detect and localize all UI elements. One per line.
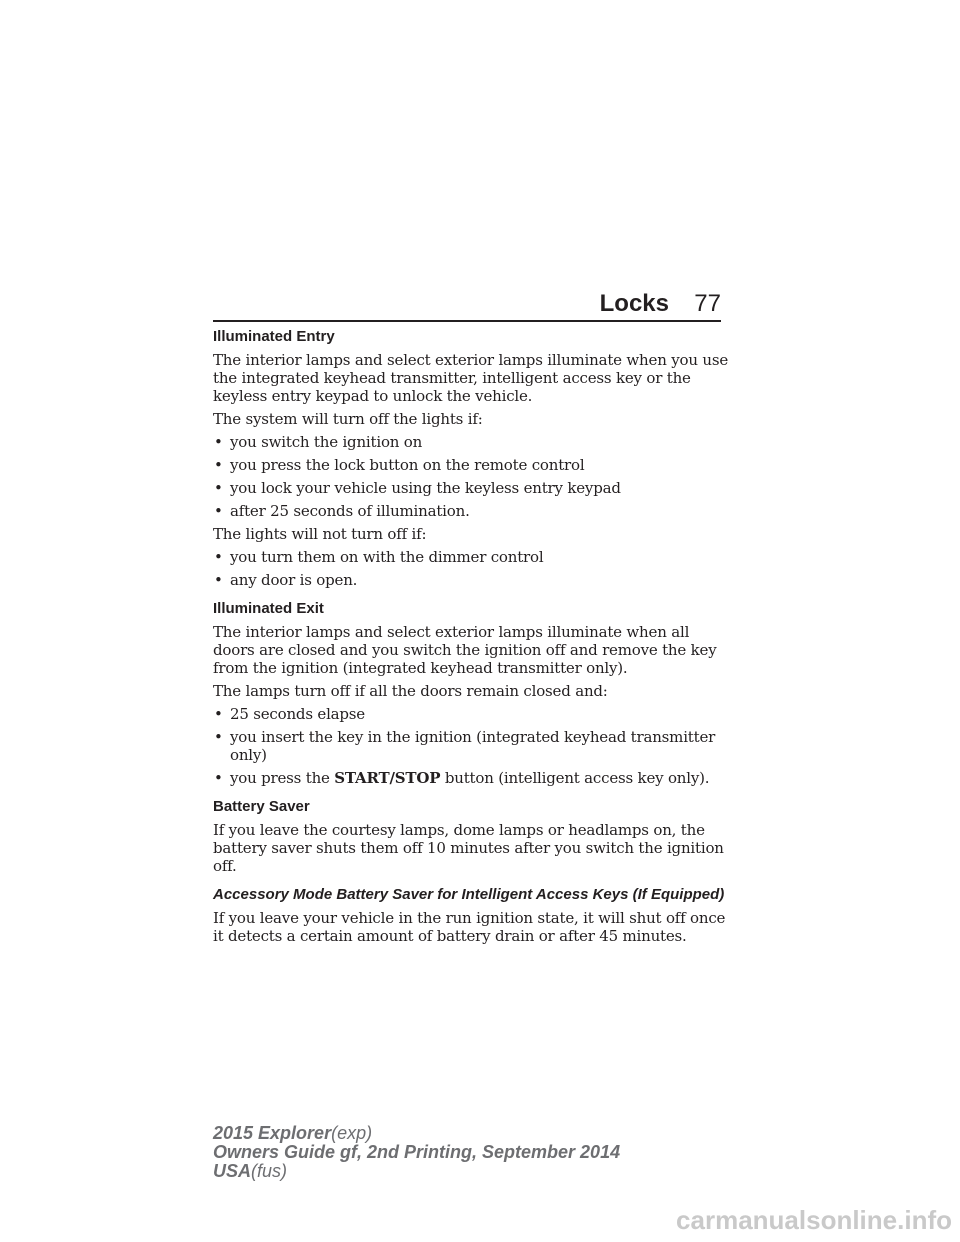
bullet-text: button (intelligent access key only). [440,769,710,787]
footer-line-market [213,1162,733,1181]
paragraph: If you leave the courtesy lamps, dome lamps or headlamps on, the battery saver shuts them off 10 minutes after you switch the ignition off. [213,821,724,875]
start-stop-label: START/STOP [334,769,441,787]
list-item: • you insert the key in the ignition (integrated keyhead transmitter only) [213,728,728,764]
footer-market-code: (fus) [251,1161,288,1181]
watermark: carmanualsonline.info [676,1205,952,1235]
list-item: • you switch the ignition on [213,433,728,451]
heading-illuminated-exit: Illuminated Exit [213,600,324,617]
paragraph: The lights will not turn off if: [213,525,427,543]
page-number: 77 [694,290,721,317]
footer-line-printing [213,1143,733,1162]
footer-line-model [213,1124,733,1143]
heading-illuminated-entry: Illuminated Entry [213,328,335,345]
list-item: • 25 seconds elapse [213,705,728,723]
footer-model-code: (exp) [331,1123,373,1143]
chapter-title: Locks [599,290,669,317]
paragraph: If you leave your vehicle in the run ignition state, it will shut off once it detects a certain amount of battery drain or after 45 minutes. [213,909,726,945]
bullet-text: you press the [230,769,335,787]
page-footer [213,1124,733,1181]
paragraph: The system will turn off the lights if: [213,410,483,428]
list-item-start-stop [213,769,728,787]
list-item: • you turn them on with the dimmer control [213,548,728,566]
list-item: • after 25 seconds of illumination. [213,502,728,520]
page-content [213,328,728,950]
heading-accessory-mode: Accessory Mode Battery Saver for Intelligent Access Keys (If Equipped) [213,886,725,903]
footer-printing: Owners Guide gf, 2nd Printing, September 2014 [213,1142,621,1162]
page-header [213,288,721,322]
bullet-list-lamps-off [213,705,728,787]
list-item: • you lock your vehicle using the keyless entry keypad [213,479,728,497]
paragraph: The lamps turn off if all the doors remain closed and: [213,682,608,700]
footer-model: 2015 Explorer [213,1123,332,1143]
list-item: • you press the lock button on the remote control [213,456,728,474]
paragraph: The interior lamps and select exterior lamps illuminate when you use the integrated keyhead transmitter, intelligent access key or the keyless entry keypad to unlock the vehicle. [213,351,728,405]
list-item: • any door is open. [213,571,728,589]
heading-battery-saver: Battery Saver [213,798,310,815]
bullet-list-lights-off [213,433,728,520]
paragraph: The interior lamps and select exterior lamps illuminate when all doors are closed and you switch the ignition off and remove the key from the ignition (integrated keyhead transmitter only). [213,623,717,677]
footer-market: USA [213,1161,252,1181]
bullet-list-lights-not-off [213,548,728,589]
header-rule [213,320,721,322]
